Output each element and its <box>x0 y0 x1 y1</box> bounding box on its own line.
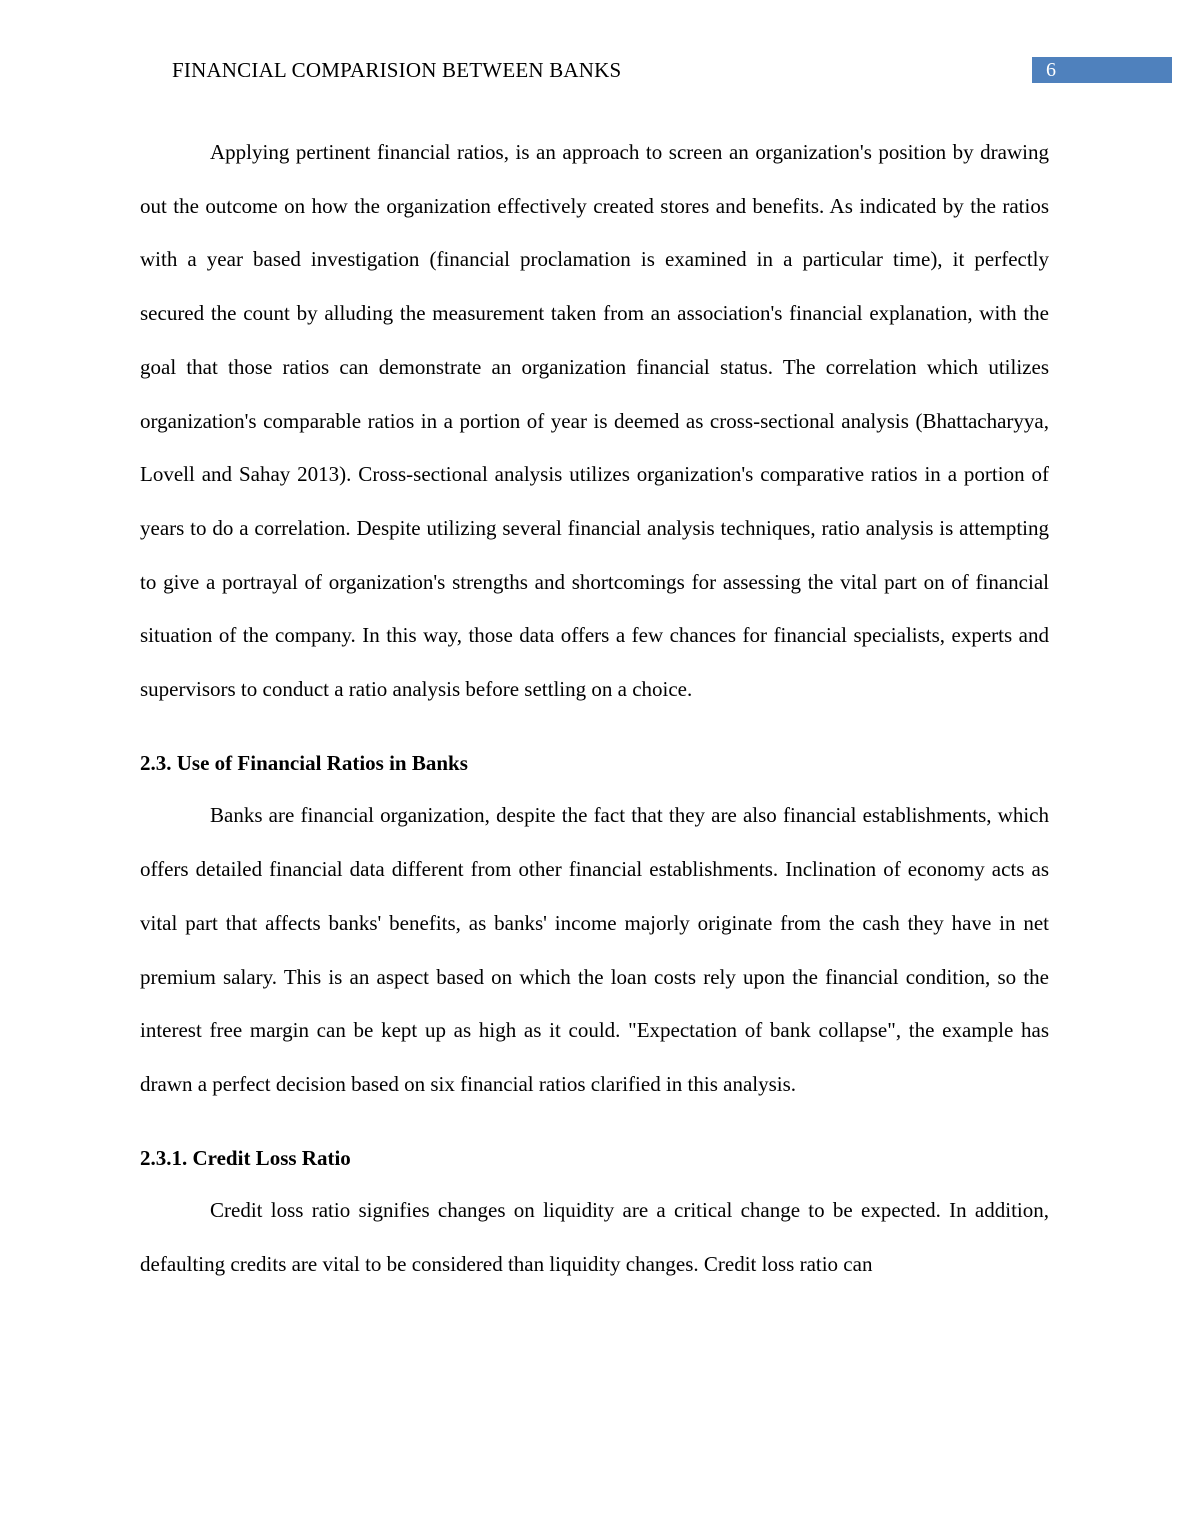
subsection-heading: 2.3.1. Credit Loss Ratio <box>140 1145 351 1170</box>
section-heading: 2.3. Use of Financial Ratios in Banks <box>140 750 468 775</box>
body-paragraph: Applying pertinent financial ratios, is an approach to screen an organization's position by drawing out the outcome on how the organization effectively created stores and benefits. As indicated by the ratios with a year based investigation (financial proclamation is examined in a particular time), it perfectly secured the count by alluding the measurement taken from an association's financial explanation, with the goal that those ratios can demonstrate an organization financial status. The correlation which utilizes organization's comparable ratios in a portion of year is deemed as cross-sectional analysis (Bhattacharyya, Lovell and Sahay 2013). Cross-sectional analysis utilizes organization's comparative ratios in a portion of years to do a correlation. Despite utilizing several financial analysis techniques, ratio analysis is attempting to give a portrayal of organization's strengths and shortcomings for assessing the vital part on of financial situation of the company. In this way, those data offers a few chances for financial specialists, experts and supervisors to conduct a ratio analysis before settling on a choice. <box>140 140 1049 702</box>
running-header-title: FINANCIAL COMPARISION BETWEEN BANKS <box>172 58 622 82</box>
page-number-badge: 6 <box>1032 57 1172 83</box>
section-2-3 <box>140 737 1049 1112</box>
body-paragraph: Credit loss ratio signifies changes on liquidity are a critical change to be expected. In addition, defaulting credits are vital to be considered than liquidity changes. Credit loss ratio can <box>140 1198 1049 1277</box>
section-2-3-1 <box>140 1132 1049 1292</box>
body-paragraph: Banks are financial organization, despite the fact that they are also financial establishments, which offers detailed financial data different from other financial establishments. Inclination of economy acts as vital part that affects banks' benefits, as banks' income majorly originate from the cash they have in net premium salary. This is an aspect based on which the loan costs rely upon the financial condition, so the interest free margin can be kept up as high as it could. "Expectation of bank collapse", the example has drawn a perfect decision based on six financial ratios clarified in this analysis. <box>140 803 1049 1096</box>
document-body <box>140 126 1049 1292</box>
